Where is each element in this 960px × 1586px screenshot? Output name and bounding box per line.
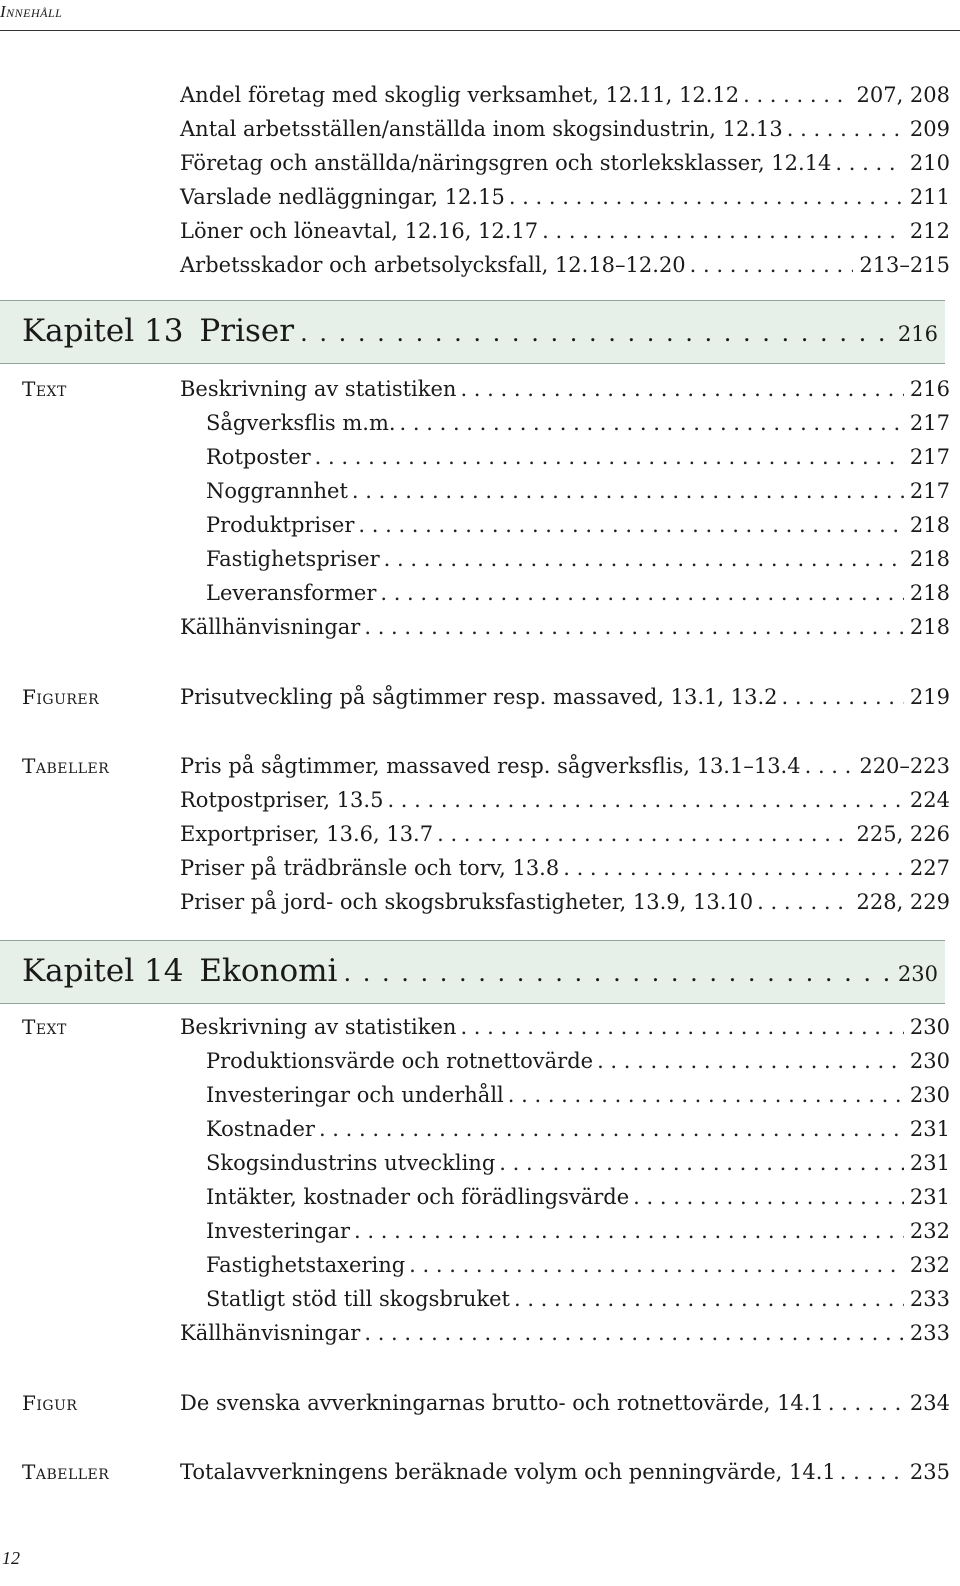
toc-entry-page: 217 bbox=[909, 411, 950, 435]
toc-entry-page: 231 bbox=[909, 1151, 950, 1175]
toc-entry-label: Antal arbetsställen/anställda inom skogsindustrin, 12.13 bbox=[180, 117, 783, 141]
toc-entry[interactable] bbox=[180, 680, 950, 714]
dot-leader bbox=[542, 214, 904, 248]
dot-leader bbox=[387, 783, 903, 817]
dot-leader bbox=[597, 1044, 904, 1078]
toc-entry-page: 211 bbox=[909, 185, 950, 209]
dot-leader bbox=[354, 1214, 904, 1248]
toc-entry-label: Fastighetstaxering bbox=[206, 1253, 406, 1277]
dot-leader bbox=[300, 302, 894, 364]
toc-entry-label: Totalavverkningens beräknade volym och penningvärde, 14.1 bbox=[180, 1460, 836, 1484]
toc-entry[interactable] bbox=[180, 112, 950, 146]
dot-leader bbox=[364, 1316, 904, 1350]
toc-entry-page: 219 bbox=[909, 685, 950, 709]
dot-leader bbox=[343, 942, 893, 1004]
toc-entry[interactable] bbox=[206, 1214, 950, 1248]
toc-entry-page: 230 bbox=[909, 1015, 950, 1039]
toc-entry[interactable] bbox=[180, 1316, 950, 1350]
toc-entry[interactable] bbox=[206, 542, 950, 576]
toc-entry-label: Noggrannhet bbox=[206, 479, 348, 503]
toc-entry[interactable] bbox=[206, 1112, 950, 1146]
toc-entry-label: Intäkter, kostnader och förädlingsvärde bbox=[206, 1185, 630, 1209]
toc-entry[interactable] bbox=[180, 1386, 950, 1420]
toc-entry[interactable] bbox=[206, 474, 950, 508]
toc-entry-page: 232 bbox=[909, 1253, 950, 1277]
toc-entry-page: 234 bbox=[909, 1391, 950, 1415]
toc-entry-label: Rotposter bbox=[206, 445, 311, 469]
toc-entry-page: 233 bbox=[909, 1321, 950, 1345]
toc-entry-page: 231 bbox=[909, 1117, 950, 1141]
toc-entry[interactable] bbox=[206, 1282, 950, 1316]
toc-entry-label: Sågverksflis m.m. bbox=[206, 411, 396, 435]
dot-leader bbox=[358, 508, 904, 542]
chapter-14-heading[interactable] bbox=[22, 940, 938, 1002]
toc-entry[interactable] bbox=[206, 406, 950, 440]
toc-entry-label: Produktpriser bbox=[206, 513, 355, 537]
dot-leader bbox=[757, 885, 850, 919]
toc-entry-label: Investeringar bbox=[206, 1219, 351, 1243]
section-label-tables: Tabeller bbox=[22, 1460, 110, 1484]
chapter-number: Kapitel 13 bbox=[22, 313, 184, 349]
toc-entry-page: 231 bbox=[909, 1185, 950, 1209]
dot-leader bbox=[781, 680, 903, 714]
toc-entry-page: 212 bbox=[909, 219, 950, 243]
toc-entry[interactable] bbox=[180, 610, 950, 644]
toc-entry-page: 209 bbox=[909, 117, 950, 141]
dot-leader bbox=[400, 406, 904, 440]
dot-leader bbox=[437, 817, 850, 851]
toc-entry[interactable] bbox=[180, 78, 950, 112]
toc-entry[interactable] bbox=[180, 851, 950, 885]
toc-entry-label: Priser på trädbränsle och torv, 13.8 bbox=[180, 856, 560, 880]
toc-entry[interactable] bbox=[206, 1044, 950, 1078]
toc-entry-page: 216 bbox=[909, 377, 950, 401]
dot-leader bbox=[840, 1455, 904, 1489]
toc-entry[interactable] bbox=[180, 372, 950, 406]
dot-leader bbox=[835, 146, 903, 180]
toc-entry-page: 218 bbox=[909, 513, 950, 537]
chapter-number: Kapitel 14 bbox=[22, 953, 184, 989]
header-rule bbox=[0, 30, 960, 31]
toc-entry-page: 213–215 bbox=[859, 253, 950, 277]
section-label-text: Text bbox=[22, 377, 67, 401]
dot-leader bbox=[380, 576, 904, 610]
toc-entry-label: Varslade nedläggningar, 12.15 bbox=[180, 185, 505, 209]
running-head: Innehåll bbox=[0, 2, 63, 21]
toc-entry[interactable] bbox=[180, 1455, 950, 1489]
toc-entry-page: 220–223 bbox=[859, 754, 950, 778]
toc-entry-label: Fastighetspriser bbox=[206, 547, 380, 571]
toc-entry-label: Pris på sågtimmer, massaved resp. sågverksflis, 13.1–13.4 bbox=[180, 754, 801, 778]
toc-entry-label: Beskrivning av statistiken bbox=[180, 377, 457, 401]
section-label-figures: Figurer bbox=[22, 685, 100, 709]
toc-entry[interactable] bbox=[206, 1078, 950, 1112]
toc-entry-label: Prisutveckling på sågtimmer resp. massaved, 13.1, 13.2 bbox=[180, 685, 778, 709]
dot-leader bbox=[352, 474, 904, 508]
toc-entry-page: 230 bbox=[909, 1083, 950, 1107]
toc-entry-page: 230 bbox=[909, 1049, 950, 1073]
dot-leader bbox=[563, 851, 904, 885]
toc-entry-label: Företag och anställda/näringsgren och storleksklasser, 12.14 bbox=[180, 151, 832, 175]
toc-entry[interactable] bbox=[180, 749, 950, 783]
toc-entry-page: 207, 208 bbox=[856, 83, 950, 107]
chapter-page: 230 bbox=[897, 962, 938, 986]
toc-entry-page: 235 bbox=[909, 1460, 950, 1484]
dot-leader bbox=[787, 112, 904, 146]
toc-entry-label: Exportpriser, 13.6, 13.7 bbox=[180, 822, 434, 846]
toc-entry-page: 224 bbox=[909, 788, 950, 812]
toc-entry-label: Priser på jord- och skogsbruksfastigheter, 13.9, 13.10 bbox=[180, 890, 754, 914]
toc-entry-label: Produktionsvärde och rotnettovärde bbox=[206, 1049, 594, 1073]
toc-entry-page: 210 bbox=[909, 151, 950, 175]
section-label-figure: Figur bbox=[22, 1391, 78, 1415]
toc-entry-label: Källhänvisningar bbox=[180, 1321, 361, 1345]
toc-entry-label: Källhänvisningar bbox=[180, 615, 361, 639]
dot-leader bbox=[409, 1248, 904, 1282]
toc-entry[interactable] bbox=[180, 783, 950, 817]
dot-leader bbox=[509, 180, 904, 214]
toc-entry-label: Beskrivning av statistiken bbox=[180, 1015, 457, 1039]
section-label-tables: Tabeller bbox=[22, 754, 110, 778]
dot-leader bbox=[805, 749, 854, 783]
toc-entry-page: 228, 229 bbox=[856, 890, 950, 914]
page-number: 12 bbox=[2, 1548, 20, 1568]
toc-entry-label: Arbetsskador och arbetsolycksfall, 12.18–12.20 bbox=[180, 253, 686, 277]
dot-leader bbox=[364, 610, 904, 644]
dot-leader bbox=[633, 1180, 904, 1214]
toc-entry[interactable] bbox=[180, 817, 950, 851]
toc-entry-page: 218 bbox=[909, 547, 950, 571]
toc-entry-label: Löner och löneavtal, 12.16, 12.17 bbox=[180, 219, 539, 243]
toc-entry-label: Kostnader bbox=[206, 1117, 315, 1141]
toc-entry-label: Investeringar och underhåll bbox=[206, 1083, 504, 1107]
toc-entry-label: Statligt stöd till skogsbruket bbox=[206, 1287, 510, 1311]
toc-entry[interactable] bbox=[180, 248, 950, 282]
dot-leader bbox=[315, 440, 904, 474]
toc-entry-label: Skogsindustrins utveckling bbox=[206, 1151, 496, 1175]
toc-entry-label: Leveransformer bbox=[206, 581, 377, 605]
toc-entry-page: 227 bbox=[909, 856, 950, 880]
toc-entry-page: 218 bbox=[909, 615, 950, 639]
toc-entry-page: 232 bbox=[909, 1219, 950, 1243]
chapter-title: Ekonomi bbox=[199, 953, 338, 989]
toc-entry-label: Rotpostpriser, 13.5 bbox=[180, 788, 384, 812]
dot-leader bbox=[319, 1112, 904, 1146]
toc-entry-page: 217 bbox=[909, 445, 950, 469]
toc-entry-label: De svenska avverkningarnas brutto- och rotnettovärde, 14.1 bbox=[180, 1391, 824, 1415]
toc-entry[interactable] bbox=[180, 180, 950, 214]
toc-entry[interactable] bbox=[206, 1248, 950, 1282]
toc-entry[interactable] bbox=[180, 146, 950, 180]
toc-entry-page: 218 bbox=[909, 581, 950, 605]
section-label-text: Text bbox=[22, 1015, 67, 1039]
dot-leader bbox=[514, 1282, 904, 1316]
toc-entry[interactable] bbox=[180, 885, 950, 919]
toc-entry[interactable] bbox=[206, 576, 950, 610]
toc-entry-page: 233 bbox=[909, 1287, 950, 1311]
toc-entry[interactable] bbox=[206, 1180, 950, 1214]
dot-leader bbox=[743, 78, 850, 112]
chapter-13-heading[interactable] bbox=[22, 300, 938, 362]
dot-leader bbox=[499, 1146, 904, 1180]
toc-entry-page: 225, 226 bbox=[856, 822, 950, 846]
dot-leader bbox=[690, 248, 854, 282]
chapter-title: Priser bbox=[199, 313, 295, 349]
toc-entry-page: 217 bbox=[909, 479, 950, 503]
toc-entry[interactable] bbox=[206, 440, 950, 474]
dot-leader bbox=[460, 372, 903, 406]
toc-entry[interactable] bbox=[180, 214, 950, 248]
chapter-page: 216 bbox=[897, 322, 938, 346]
dot-leader bbox=[508, 1078, 904, 1112]
dot-leader bbox=[828, 1386, 904, 1420]
dot-leader bbox=[460, 1010, 903, 1044]
toc-entry[interactable] bbox=[206, 508, 950, 542]
toc-entry-label: Andel företag med skoglig verksamhet, 12.11, 12.12 bbox=[180, 83, 740, 107]
toc-entry[interactable] bbox=[180, 1010, 950, 1044]
toc-entry[interactable] bbox=[206, 1146, 950, 1180]
dot-leader bbox=[384, 542, 904, 576]
